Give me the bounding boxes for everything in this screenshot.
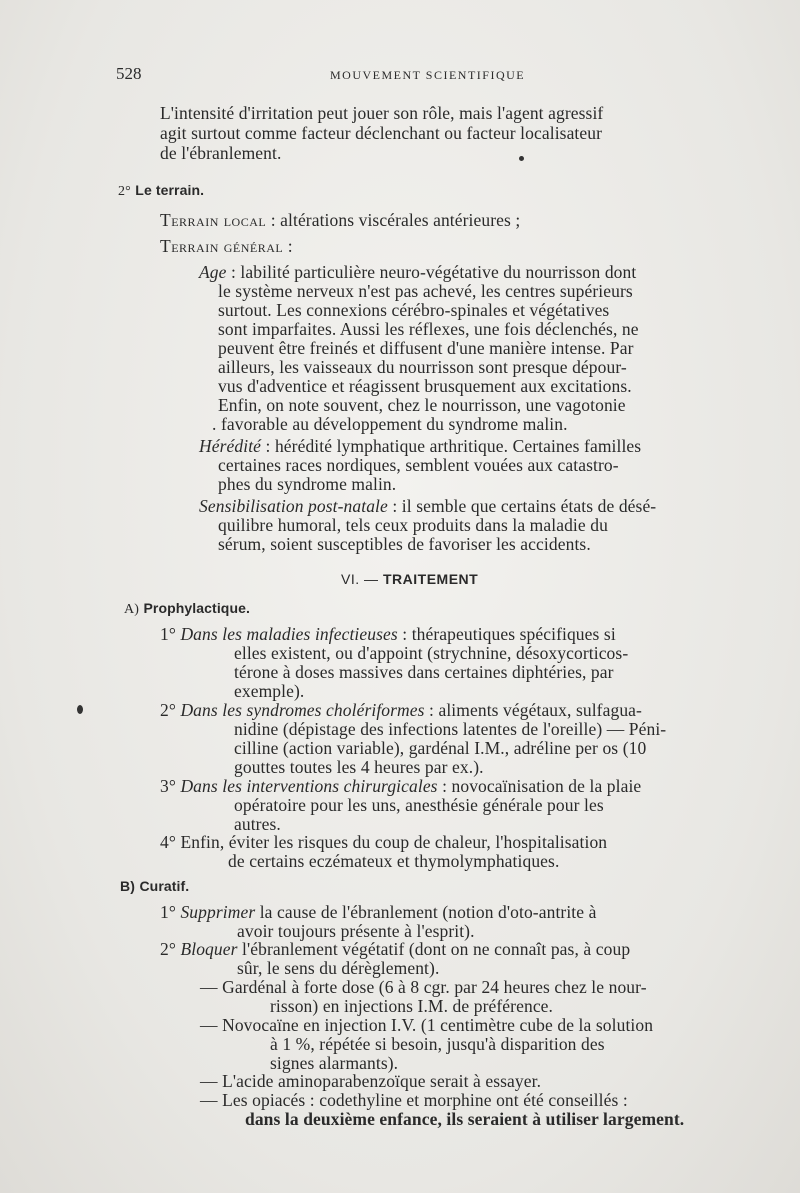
terrain-general-label: Terrain général <box>160 236 284 256</box>
heredite-first-line <box>199 436 641 456</box>
curatif-title: Curatif. <box>139 878 190 894</box>
item-num: 2° <box>160 939 176 959</box>
dash-item: — Novocaïne en injection I.V. (1 centimètre cube de la solution <box>200 1015 654 1035</box>
section-heading <box>341 568 478 589</box>
curatif-heading <box>120 875 189 896</box>
prophy-item-4 <box>160 832 607 852</box>
curatif-line: sûr, le sens du dérèglement). <box>237 958 440 978</box>
age-line: . favorable au développement du syndrome malin. <box>212 414 568 434</box>
dash-item: — Gardénal à forte dose (6 à 8 cgr. par 24 heures chez le nour- <box>200 977 647 997</box>
terrain-heading-text: Le terrain. <box>135 182 205 198</box>
terrain-heading <box>118 179 204 202</box>
terrain-local-label: Terrain local <box>160 210 267 230</box>
item-label: Dans les maladies infectieuses <box>180 624 398 644</box>
sensib-first-line <box>199 496 656 516</box>
item-text: : thérapeutiques spécifiques si <box>397 624 616 644</box>
page-number: 528 <box>116 64 142 83</box>
curatif-item-1 <box>160 902 596 922</box>
prophy-line: opératoire pour les uns, anesthésie générale pour les <box>234 795 604 815</box>
item-text: : aliments végétaux, sulfagua- <box>424 700 642 720</box>
sensib-line: sérum, soient susceptibles de favoriser les accidents. <box>218 534 591 554</box>
heredite-text: : hérédité lymphatique arthritique. Certaines familles <box>261 436 642 456</box>
item-num: 4° <box>160 832 176 852</box>
section-number: VI. — <box>341 571 379 587</box>
curatif-item-2 <box>160 939 630 959</box>
prophy-line: autres. <box>234 814 281 834</box>
heredite-line: phes du syndrome malin. <box>218 474 397 494</box>
prophy-line: térone à doses massives dans certaines diphtéries, par <box>234 662 614 682</box>
age-line: le système nerveux n'est pas achevé, les centres supérieurs <box>218 281 633 301</box>
item-num: 1° <box>160 902 176 922</box>
dash-line: à 1 %, répétée si besoin, jusqu'à disparition des <box>270 1034 605 1054</box>
terrain-local-text: : altérations viscérales antérieures ; <box>266 210 521 230</box>
dash-item: — L'acide aminoparabenzoïque serait à essayer. <box>200 1071 542 1091</box>
prophylactique-title: Prophylactique. <box>143 600 250 616</box>
item-text: Enfin, éviter les risques du coup de chaleur, l'hospitalisation <box>180 832 608 852</box>
curatif-letter: B) <box>120 878 135 894</box>
curatif-line: avoir toujours présente à l'esprit). <box>237 921 475 941</box>
terrain-general-text: : <box>283 236 293 256</box>
margin-mark <box>77 705 83 714</box>
item-label: Supprimer <box>180 902 256 922</box>
age-line: surtout. Les connexions cérébro-spinales et végétatives <box>218 300 610 320</box>
dash-line: risson) en injections I.M. de préférence. <box>270 996 554 1016</box>
age-line: peuvent être freinés et diffusent d'une manière intense. Par <box>218 338 634 358</box>
sensib-text: : il semble que certains états de désé- <box>387 496 657 516</box>
ink-dot <box>519 156 524 161</box>
intro-line: agit surtout comme facteur déclenchant ou facteur localisateur <box>160 123 603 143</box>
age-line: ailleurs, les vaisseaux du nourrisson sont presque dépour- <box>218 357 627 377</box>
prophy-line: de certains eczémateux et thymolymphatiques. <box>228 851 560 871</box>
prophylactique-letter: A) <box>124 602 139 617</box>
item-label: Dans les interventions chirurgicales <box>180 776 438 796</box>
intro-line: L'intensité d'irritation peut jouer son rôle, mais l'agent agressif <box>160 103 604 123</box>
running-title: MOUVEMENT SCIENTIFIQUE <box>330 68 526 82</box>
prophylactique-heading <box>124 597 250 620</box>
terrain-heading-num: 2° <box>118 184 131 199</box>
section-title: TRAITEMENT <box>383 571 479 587</box>
prophy-line: gouttes toutes les 4 heures par ex.). <box>234 757 484 777</box>
age-line: Enfin, on note souvent, chez le nourrisson, une vagotonie <box>218 395 626 415</box>
heredite-line: certaines races nordiques, semblent vouées aux catastro- <box>218 455 619 475</box>
item-num: 3° <box>160 776 176 796</box>
item-text: l'ébranlement végétatif (dont on ne connaît pas, à coup <box>237 939 631 959</box>
dash-line: signes alarmants). <box>270 1053 399 1073</box>
age-first-line <box>199 262 636 282</box>
age-label: Age <box>199 262 227 282</box>
item-text: : novocaïnisation de la plaie <box>437 776 642 796</box>
age-line: vus d'adventice et réagissent brusquement aux excitations. <box>218 376 632 396</box>
item-text: la cause de l'ébranlement (notion d'oto-antrite à <box>255 902 597 922</box>
item-label: Bloquer <box>180 939 238 959</box>
prophy-line: elles existent, ou d'appoint (strychnine, désoxycorticos- <box>234 643 629 663</box>
item-num: 1° <box>160 624 176 644</box>
item-label: Dans les syndromes cholériformes <box>180 700 425 720</box>
prophy-line: cilline (action variable), gardénal I.M., adréline per os (10 <box>234 738 647 758</box>
prophy-line: exemple). <box>234 681 305 701</box>
heredite-label: Hérédité <box>199 436 262 456</box>
prophy-item-3 <box>160 776 641 796</box>
sensib-line: quilibre humoral, tels ceux produits dans la maladie du <box>218 515 608 535</box>
sensib-label: Sensibilisation post-natale <box>199 496 388 516</box>
terrain-local <box>160 210 520 230</box>
intro-line: de l'ébranlement. <box>160 143 282 163</box>
age-line: sont imparfaites. Aussi les réflexes, une fois déclenchés, ne <box>218 319 639 339</box>
prophy-item-2 <box>160 700 642 720</box>
item-num: 2° <box>160 700 176 720</box>
dash-item: — Les opiacés : codethyline et morphine ont été conseillés : <box>200 1090 628 1110</box>
prophy-item-1 <box>160 624 616 644</box>
terrain-general <box>160 236 293 256</box>
dash-line: dans la deuxième enfance, ils seraient à utiliser largement. <box>245 1109 685 1129</box>
prophy-line: nidine (dépistage des infections latentes de l'oreille) — Péni- <box>234 719 667 739</box>
age-text: : labilité particulière neuro-végétative du nourrisson dont <box>226 262 637 282</box>
